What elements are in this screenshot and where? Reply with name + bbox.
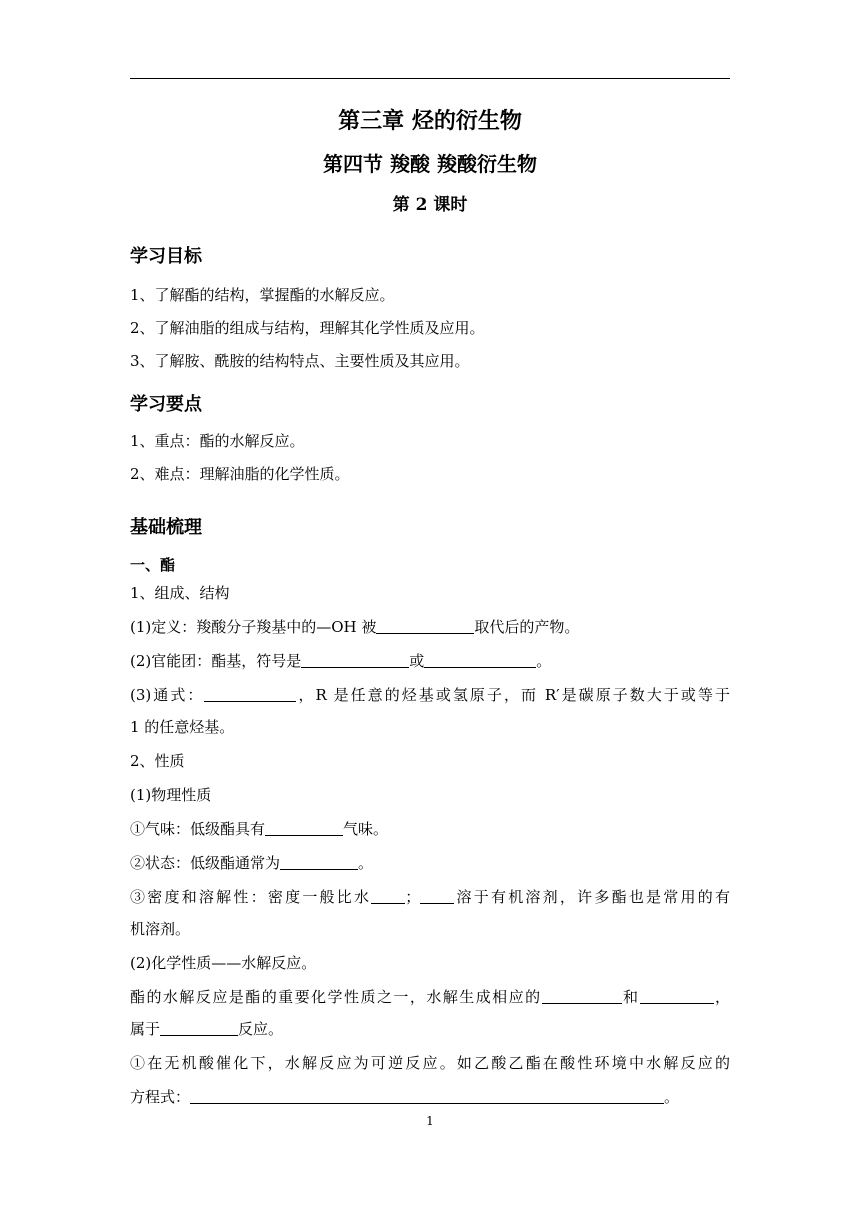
equation-end: 。 — [664, 1088, 680, 1106]
chemical-heading: (2)化学性质——水解反应。 — [130, 954, 317, 972]
physical-heading: (1)物理性质 — [130, 786, 212, 804]
odor-line — [130, 818, 730, 840]
basics-heading: 基础梳理 — [130, 517, 202, 538]
hydrolysis-line — [130, 986, 730, 1008]
odor-text: ①气味：低级酯具有 — [130, 820, 266, 838]
density-cont: 机溶剂。 — [130, 920, 191, 938]
objectives-heading: 学习目标 — [130, 246, 202, 267]
odor-blank[interactable] — [265, 819, 343, 836]
reaction-type-blank[interactable] — [160, 1019, 238, 1036]
hydrolysis-text: 酯的水解反应是酯的重要化学性质之一，水解生成相应的 — [130, 988, 542, 1006]
density-blank-1[interactable] — [371, 887, 405, 904]
equation-blank[interactable] — [190, 1087, 664, 1104]
general-formula-cont: 1 的任意烃基。 — [130, 718, 235, 736]
state-text: ②状态：低级酯通常为 — [130, 854, 281, 872]
functional-group-blank-1[interactable] — [301, 651, 409, 668]
key-points-heading: 学习要点 — [130, 394, 202, 415]
objective-item: 2、了解油脂的组成与结构，理解其化学性质及应用。 — [130, 319, 485, 337]
general-formula-label: (3)通式： — [130, 686, 205, 704]
density-text-2: 溶于有机溶剂，许多酯也是常用的有 — [454, 888, 730, 906]
acid-catalysis-text: ①在无机酸催化下，水解反应为可逆反应。如乙酸乙酯在酸性环境中水解反应的 — [130, 1054, 730, 1072]
key-point-item: 1、重点：酯的水解反应。 — [130, 432, 305, 450]
functional-group-or: 或 — [409, 652, 425, 670]
functional-group-end: 。 — [536, 652, 552, 670]
acid-catalysis-line — [130, 1052, 730, 1074]
density-text: ③密度和溶解性：密度一般比水 — [130, 888, 372, 906]
functional-group-text: (2)官能团：酯基，符号是 — [130, 652, 302, 670]
general-formula-blank[interactable] — [204, 685, 296, 702]
density-line — [130, 886, 730, 908]
page-number: 1 — [426, 1114, 434, 1128]
hydrolysis-blank-1[interactable] — [542, 987, 622, 1004]
hydrolysis-comma: ， — [713, 988, 730, 1006]
reaction-type-text: 属于 — [130, 1020, 161, 1038]
objective-item: 1、了解酯的结构，掌握酯的水解反应。 — [130, 286, 395, 304]
equation-label: 方程式： — [130, 1088, 191, 1106]
general-formula-line — [130, 684, 730, 706]
ester-heading: 一、酯 — [130, 556, 176, 574]
definition-text: (1)定义：羧酸分子羧基中的—OH 被 — [130, 618, 377, 636]
density-sep: ； — [405, 888, 421, 906]
definition-line — [130, 616, 730, 638]
state-text-end: 。 — [358, 854, 374, 872]
state-blank[interactable] — [280, 853, 358, 870]
odor-text-end: 气味。 — [343, 820, 389, 838]
hydrolysis-and: 和 — [621, 988, 640, 1006]
reaction-type-end: 反应。 — [238, 1020, 284, 1038]
density-blank-2[interactable] — [420, 887, 454, 904]
objective-item: 3、了解胺、酰胺的结构特点、主要性质及其应用。 — [130, 352, 470, 370]
properties-heading: 2、性质 — [130, 752, 185, 770]
chapter-title: 第三章 烃的衍生物 — [338, 108, 522, 134]
lesson-title: 第 2 课时 — [392, 195, 468, 215]
definition-text-end: 取代后的产物。 — [474, 618, 580, 636]
definition-blank[interactable] — [376, 617, 474, 634]
functional-group-blank-2[interactable] — [424, 651, 536, 668]
general-formula-text: ，R 是任意的烃基或氢原子，而 R′是碳原子数大于或等于 — [296, 686, 730, 704]
composition-heading: 1、组成、结构 — [130, 584, 230, 602]
reaction-type-line — [130, 1018, 730, 1040]
functional-group-line — [130, 650, 730, 672]
state-line — [130, 852, 730, 874]
hydrolysis-blank-2[interactable] — [640, 987, 714, 1004]
header-rule — [130, 78, 730, 79]
section-title: 第四节 羧酸 羧酸衍生物 — [323, 152, 537, 176]
equation-line — [130, 1086, 730, 1108]
key-point-item: 2、难点：理解油脂的化学性质。 — [130, 465, 350, 483]
